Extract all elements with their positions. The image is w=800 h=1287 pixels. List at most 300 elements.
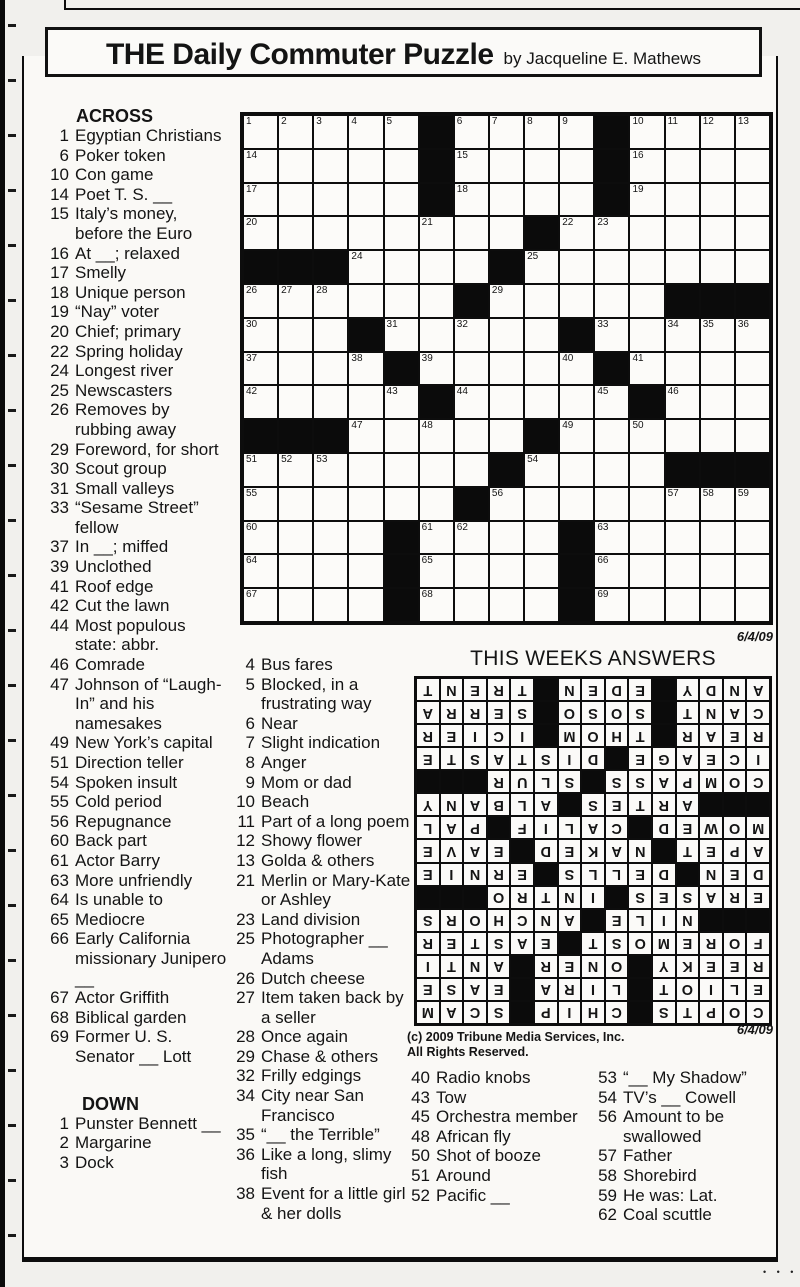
grid-cell[interactable]: [665, 115, 700, 149]
grid-cell[interactable]: [594, 588, 629, 622]
grid-cell[interactable]: [348, 453, 383, 487]
grid-cell[interactable]: [665, 352, 700, 386]
clue-item: [46, 812, 228, 832]
grid-cell[interactable]: [313, 521, 348, 555]
grid-cell[interactable]: [700, 183, 735, 217]
clue-number: 38: [236, 1184, 255, 1204]
grid-cell[interactable]: [348, 216, 383, 250]
grid-cell[interactable]: [594, 487, 629, 521]
grid-cell[interactable]: [735, 554, 770, 588]
grid-cell[interactable]: [735, 183, 770, 217]
grid-cell[interactable]: [489, 385, 524, 419]
clue-item: [232, 714, 416, 734]
grid-cell-number: 53: [316, 453, 328, 465]
grid-cell[interactable]: [384, 419, 419, 453]
grid-cell[interactable]: [384, 115, 419, 149]
grid-cell[interactable]: [313, 183, 348, 217]
answer-cell: R: [746, 955, 770, 978]
grid-cell[interactable]: [278, 385, 313, 419]
clue-item: [46, 302, 228, 322]
grid-cell[interactable]: [278, 453, 313, 487]
grid-cell[interactable]: [278, 521, 313, 555]
answer-cell: M: [558, 724, 582, 747]
answer-cell: T: [652, 978, 676, 1001]
clue-number: 64: [50, 890, 69, 910]
grid-cell[interactable]: [559, 385, 594, 419]
clue-number: 58: [598, 1165, 617, 1185]
grid-cell[interactable]: [524, 352, 559, 386]
grid-cell[interactable]: [665, 487, 700, 521]
grid-cell[interactable]: [278, 284, 313, 318]
grid-cell[interactable]: [524, 521, 559, 555]
grid-cell-number: 17: [246, 183, 258, 195]
grid-cell[interactable]: [489, 352, 524, 386]
grid-cell[interactable]: [559, 453, 594, 487]
grid-cell[interactable]: [313, 149, 348, 183]
grid-cell[interactable]: [629, 149, 664, 183]
grid-cell[interactable]: [665, 385, 700, 419]
grid-cell-number: 52: [281, 453, 293, 465]
answer-cell-black: [487, 816, 511, 839]
grid-cell[interactable]: [348, 250, 383, 284]
grid-cell[interactable]: [419, 284, 454, 318]
grid-cell[interactable]: [348, 487, 383, 521]
grid-cell[interactable]: [559, 487, 594, 521]
clue-number: 65: [50, 909, 69, 929]
answer-cell-black: [510, 955, 534, 978]
grid-cell[interactable]: [665, 318, 700, 352]
answer-cell: N: [440, 793, 464, 816]
grid-cell[interactable]: [454, 419, 489, 453]
grid-cell[interactable]: [278, 554, 313, 588]
grid-cell[interactable]: [489, 521, 524, 555]
grid-cell[interactable]: [735, 588, 770, 622]
answer-cell: P: [699, 1001, 723, 1024]
answer-cell: A: [510, 932, 534, 955]
grid-cell[interactable]: [665, 554, 700, 588]
grid-cell[interactable]: [665, 149, 700, 183]
grid-cell[interactable]: [735, 419, 770, 453]
grid-cell[interactable]: [489, 149, 524, 183]
clue-number: 49: [50, 733, 69, 753]
grid-cell[interactable]: [489, 318, 524, 352]
grid-cell[interactable]: [243, 487, 278, 521]
grid-cell[interactable]: [489, 419, 524, 453]
left-edge-strip: [0, 0, 5, 1287]
grid-cell[interactable]: [524, 385, 559, 419]
answer-cell: U: [510, 770, 534, 793]
answer-cell: A: [699, 886, 723, 909]
grid-cell[interactable]: [243, 318, 278, 352]
grid-cell[interactable]: [348, 183, 383, 217]
grid-cell[interactable]: [348, 115, 383, 149]
grid-cell[interactable]: [700, 385, 735, 419]
grid-cell[interactable]: [419, 216, 454, 250]
grid-cell[interactable]: [700, 115, 735, 149]
clue-number: 17: [50, 263, 69, 283]
grid-cell[interactable]: [665, 216, 700, 250]
grid-cell[interactable]: [384, 453, 419, 487]
grid-cell[interactable]: [524, 554, 559, 588]
clue-item: [232, 910, 416, 930]
answer-cell: K: [676, 955, 700, 978]
grid-cell-black: [700, 453, 735, 487]
answer-cell: E: [628, 863, 652, 886]
grid-cell[interactable]: [243, 588, 278, 622]
clue-number: 16: [50, 243, 69, 263]
clue-item: [407, 1088, 589, 1108]
grid-cell[interactable]: [348, 419, 383, 453]
grid-cell[interactable]: [348, 385, 383, 419]
grid-cell[interactable]: [629, 115, 664, 149]
clue-item: [232, 851, 416, 871]
top-rule-line: [64, 8, 800, 10]
answer-cell: I: [440, 863, 464, 886]
answer-cell: E: [746, 978, 770, 1001]
grid-cell[interactable]: [313, 318, 348, 352]
grid-cell[interactable]: [384, 385, 419, 419]
grid-cell[interactable]: [594, 250, 629, 284]
grid-cell[interactable]: [594, 419, 629, 453]
answer-cell: L: [416, 816, 440, 839]
grid-cell[interactable]: [384, 149, 419, 183]
grid-cell[interactable]: [665, 419, 700, 453]
grid-cell[interactable]: [313, 453, 348, 487]
clue-number: 33: [50, 498, 69, 518]
clue-text: New York’s capital: [75, 733, 213, 753]
grid-cell[interactable]: [489, 588, 524, 622]
clue-item: [232, 871, 416, 910]
grid-cell-number: 59: [737, 487, 749, 499]
answer-cell: H: [605, 724, 629, 747]
answer-cell-black: [558, 793, 582, 816]
grid-cell[interactable]: [384, 487, 419, 521]
answer-cell: T: [416, 678, 440, 701]
grid-cell[interactable]: [454, 250, 489, 284]
answer-cell: N: [699, 863, 723, 886]
grid-cell[interactable]: [454, 554, 489, 588]
grid-cell[interactable]: [629, 284, 664, 318]
answer-cell: C: [463, 1001, 487, 1024]
grid-cell[interactable]: [559, 216, 594, 250]
grid-cell[interactable]: [594, 554, 629, 588]
grid-cell[interactable]: [594, 216, 629, 250]
clue-text: Near: [261, 713, 298, 733]
grid-cell[interactable]: [629, 216, 664, 250]
grid-cell[interactable]: [700, 554, 735, 588]
grid-cell-number: 67: [246, 589, 258, 601]
answer-cell-black: [628, 978, 652, 1001]
grid-cell[interactable]: [419, 453, 454, 487]
grid-cell[interactable]: [348, 352, 383, 386]
answer-cell: H: [581, 1001, 605, 1024]
grid-cell[interactable]: [559, 419, 594, 453]
grid-cell[interactable]: [243, 554, 278, 588]
grid-cell[interactable]: [629, 487, 664, 521]
grid-cell[interactable]: [735, 250, 770, 284]
grid-cell[interactable]: [348, 588, 383, 622]
clue-item: [46, 675, 228, 734]
grid-cell[interactable]: [524, 487, 559, 521]
grid-cell[interactable]: [278, 352, 313, 386]
grid-cell[interactable]: [454, 453, 489, 487]
grid-cell[interactable]: [524, 318, 559, 352]
grid-cell[interactable]: [629, 588, 664, 622]
grid-cell[interactable]: [629, 453, 664, 487]
grid-cell[interactable]: [735, 487, 770, 521]
grid-cell[interactable]: [524, 149, 559, 183]
grid-cell[interactable]: [559, 115, 594, 149]
grid-cell[interactable]: [313, 352, 348, 386]
grid-cell[interactable]: [243, 453, 278, 487]
grid-cell[interactable]: [665, 588, 700, 622]
grid-cell-black: [559, 318, 594, 352]
grid-cell[interactable]: [384, 250, 419, 284]
grid-cell[interactable]: [454, 521, 489, 555]
grid-cell[interactable]: [629, 352, 664, 386]
clue-item: [46, 459, 228, 479]
grid-cell[interactable]: [489, 554, 524, 588]
grid-cell-number: 46: [667, 386, 679, 398]
grid-cell[interactable]: [559, 250, 594, 284]
grid-cell[interactable]: [454, 352, 489, 386]
grid-cell[interactable]: [735, 521, 770, 555]
clue-item: [46, 831, 228, 851]
grid-cell[interactable]: [665, 521, 700, 555]
grid-cell[interactable]: [700, 487, 735, 521]
grid-cell-black: [313, 250, 348, 284]
grid-cell[interactable]: [735, 216, 770, 250]
answer-cell: D: [652, 816, 676, 839]
grid-cell[interactable]: [700, 318, 735, 352]
grid-cell[interactable]: [629, 554, 664, 588]
answer-cell: T: [676, 701, 700, 724]
clue-number: 41: [50, 576, 69, 596]
grid-cell[interactable]: [348, 521, 383, 555]
clue-number: 69: [50, 1027, 69, 1047]
grid-cell[interactable]: [559, 284, 594, 318]
grid-cell[interactable]: [243, 216, 278, 250]
grid-cell[interactable]: [524, 183, 559, 217]
grid-cell[interactable]: [594, 318, 629, 352]
grid-cell[interactable]: [524, 250, 559, 284]
clue-number: 39: [50, 557, 69, 577]
grid-cell[interactable]: [419, 588, 454, 622]
clue-number: 22: [50, 341, 69, 361]
grid-cell[interactable]: [594, 284, 629, 318]
grid-cell[interactable]: [313, 284, 348, 318]
clue-number: 56: [50, 811, 69, 831]
grid-cell-black: [384, 521, 419, 555]
grid-cell[interactable]: [313, 588, 348, 622]
grid-cell[interactable]: [489, 487, 524, 521]
grid-cell[interactable]: [489, 216, 524, 250]
grid-cell[interactable]: [384, 284, 419, 318]
grid-cell[interactable]: [419, 487, 454, 521]
grid-cell-number: 28: [316, 284, 328, 296]
grid-cell[interactable]: [524, 588, 559, 622]
grid-cell[interactable]: [665, 183, 700, 217]
answer-cell: T: [676, 839, 700, 862]
grid-date: 6/4/09: [736, 629, 773, 644]
grid-cell[interactable]: [419, 250, 454, 284]
grid-cell[interactable]: [243, 183, 278, 217]
clue-item: [46, 890, 228, 910]
crossword-grid: [240, 112, 773, 625]
answer-cell: S: [628, 886, 652, 909]
answer-cell: T: [440, 955, 464, 978]
grid-cell[interactable]: [243, 115, 278, 149]
grid-cell[interactable]: [348, 284, 383, 318]
grid-cell-number: 23: [597, 217, 609, 229]
grid-cell[interactable]: [384, 183, 419, 217]
grid-cell[interactable]: [454, 588, 489, 622]
grid-cell[interactable]: [454, 115, 489, 149]
answer-cell: Y: [416, 793, 440, 816]
grid-cell[interactable]: [243, 284, 278, 318]
grid-cell[interactable]: [419, 554, 454, 588]
grid-cell[interactable]: [489, 284, 524, 318]
answer-cell: P: [676, 770, 700, 793]
clue-item: [46, 244, 228, 264]
grid-cell[interactable]: [735, 115, 770, 149]
grid-cell[interactable]: [629, 250, 664, 284]
grid-cell[interactable]: [629, 318, 664, 352]
grid-cell[interactable]: [419, 318, 454, 352]
grid-cell[interactable]: [594, 453, 629, 487]
grid-cell-black: [419, 149, 454, 183]
answer-cell: O: [723, 932, 747, 955]
grid-cell[interactable]: [700, 250, 735, 284]
grid-cell[interactable]: [700, 588, 735, 622]
grid-cell[interactable]: [735, 352, 770, 386]
clue-number: 42: [50, 596, 69, 616]
grid-cell[interactable]: [384, 216, 419, 250]
grid-cell[interactable]: [454, 318, 489, 352]
grid-cell[interactable]: [454, 216, 489, 250]
clue-item: [46, 283, 228, 303]
answer-cell: C: [605, 1001, 629, 1024]
answer-cell: S: [628, 770, 652, 793]
clue-item: [46, 577, 228, 597]
grid-cell[interactable]: [559, 149, 594, 183]
answer-cell: I: [558, 1001, 582, 1024]
grid-cell[interactable]: [348, 554, 383, 588]
clue-text: Merlin or Mary-Kate or Ashley: [261, 870, 411, 910]
grid-cell[interactable]: [594, 385, 629, 419]
grid-cell-number: 6: [456, 116, 463, 127]
answer-cell: D: [652, 863, 676, 886]
grid-cell-number: 50: [632, 420, 644, 432]
grid-cell[interactable]: [700, 216, 735, 250]
grid-cell[interactable]: [278, 216, 313, 250]
grid-cell[interactable]: [243, 149, 278, 183]
grid-cell[interactable]: [419, 352, 454, 386]
grid-cell-number: 41: [632, 352, 644, 364]
grid-cell[interactable]: [700, 352, 735, 386]
grid-cell[interactable]: [559, 352, 594, 386]
grid-cell[interactable]: [278, 588, 313, 622]
grid-cell-black: [419, 183, 454, 217]
grid-cell[interactable]: [278, 487, 313, 521]
grid-cell[interactable]: [278, 115, 313, 149]
clue-item: [232, 753, 416, 773]
answer-cell: S: [581, 701, 605, 724]
clue-number: 51: [411, 1165, 430, 1185]
answer-cell: A: [605, 839, 629, 862]
grid-cell[interactable]: [278, 183, 313, 217]
corner-dots: • • •: [763, 1267, 798, 1277]
answer-cell: T: [534, 886, 558, 909]
grid-cell-black: [735, 453, 770, 487]
grid-cell-number: 61: [421, 521, 433, 533]
grid-cell[interactable]: [243, 521, 278, 555]
clue-text: Golda & others: [261, 850, 375, 870]
grid-cell[interactable]: [419, 521, 454, 555]
answer-cell: R: [487, 678, 511, 701]
clue-item: [46, 1133, 228, 1153]
answer-cell: I: [416, 955, 440, 978]
answer-cell: N: [440, 678, 464, 701]
answer-cell: R: [510, 886, 534, 909]
grid-cell[interactable]: [243, 385, 278, 419]
grid-cell[interactable]: [735, 385, 770, 419]
grid-cell[interactable]: [594, 521, 629, 555]
down-clues-bottom-left-column: [407, 1068, 589, 1205]
grid-cell[interactable]: [313, 216, 348, 250]
grid-cell[interactable]: [524, 453, 559, 487]
answer-cell: O: [463, 909, 487, 932]
grid-cell[interactable]: [454, 385, 489, 419]
grid-cell[interactable]: [524, 115, 559, 149]
grid-cell[interactable]: [700, 419, 735, 453]
grid-cell-black: [454, 284, 489, 318]
clue-text: At __; relaxed: [75, 243, 180, 263]
grid-cell[interactable]: [629, 183, 664, 217]
answer-cell: I: [534, 816, 558, 839]
grid-cell[interactable]: [735, 149, 770, 183]
grid-cell[interactable]: [243, 352, 278, 386]
grid-cell[interactable]: [278, 149, 313, 183]
grid-cell-black: [278, 419, 313, 453]
grid-cell[interactable]: [419, 419, 454, 453]
grid-cell[interactable]: [629, 521, 664, 555]
grid-cell[interactable]: [489, 183, 524, 217]
grid-cell[interactable]: [454, 149, 489, 183]
grid-cell[interactable]: [313, 115, 348, 149]
clue-text: Pacific __: [436, 1185, 510, 1205]
grid-cell[interactable]: [454, 183, 489, 217]
grid-cell[interactable]: [629, 419, 664, 453]
grid-cell[interactable]: [524, 284, 559, 318]
grid-cell[interactable]: [348, 149, 383, 183]
clue-item: [46, 733, 228, 753]
grid-cell[interactable]: [559, 183, 594, 217]
grid-cell[interactable]: [700, 521, 735, 555]
grid-cell[interactable]: [313, 385, 348, 419]
answer-cell-black: [628, 955, 652, 978]
grid-cell[interactable]: [384, 318, 419, 352]
grid-cell[interactable]: [489, 115, 524, 149]
clue-text: Italy’s money, before the Euro: [75, 204, 193, 243]
grid-cell[interactable]: [665, 250, 700, 284]
grid-cell[interactable]: [700, 149, 735, 183]
grid-cell[interactable]: [313, 554, 348, 588]
clue-text: Small valleys: [75, 478, 175, 498]
grid-cell[interactable]: [278, 318, 313, 352]
grid-cell[interactable]: [313, 487, 348, 521]
grid-cell[interactable]: [735, 318, 770, 352]
